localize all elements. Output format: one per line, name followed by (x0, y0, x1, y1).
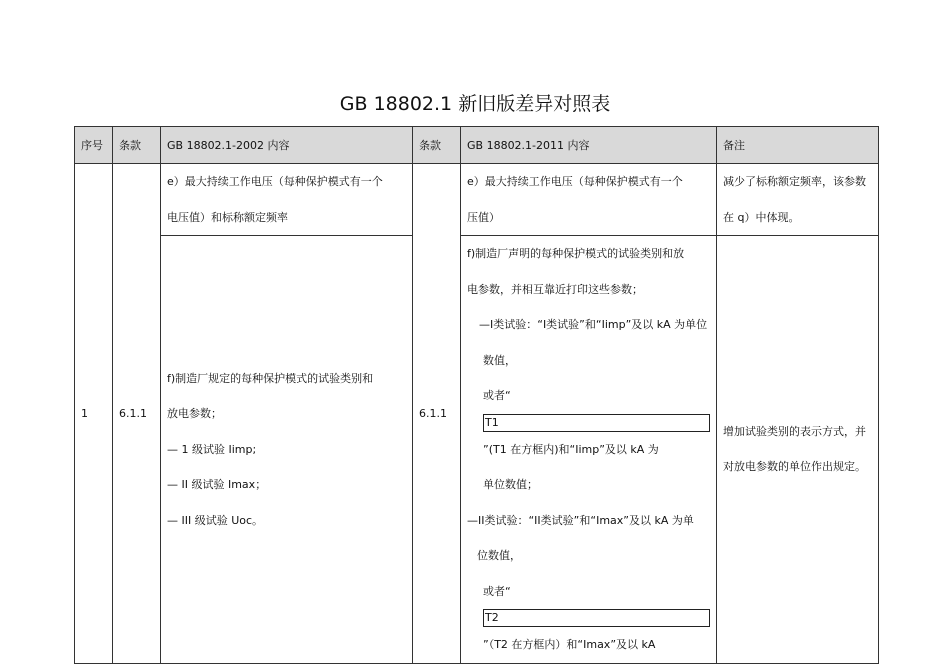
text-line: 减少了标称额定频率，该参数 (723, 175, 866, 188)
text-line: f)制造厂规定的每种保护模式的试验类别和 (167, 371, 374, 385)
text-line-with-box (467, 574, 710, 663)
text-fragment: 或者“ (483, 584, 511, 598)
cell-f-remark (717, 236, 879, 664)
document-title: GB 18802.1 新旧版差异对照表 (339, 93, 611, 115)
cell-e-remark (717, 164, 879, 236)
header-content-new: GB 18802.1-2011 内容 (461, 127, 717, 164)
text-line: 位数值， (477, 549, 521, 562)
t1-box: T1 (483, 414, 710, 432)
text-line: 对放电参数的单位作出规定。 (723, 460, 866, 474)
header-content-old: GB 18802.1-2002 内容 (161, 127, 413, 164)
text-line: 电压值）和标称额定频率 (167, 210, 288, 224)
text-line: 在 q）中体现。 (723, 210, 800, 224)
cell-clause-old: 6.1.1 (113, 164, 161, 664)
text-line: 增加试验类别的表示方式，并 (723, 424, 866, 438)
text-line: 压值） (467, 210, 500, 224)
cell-f-new (461, 236, 717, 664)
header-clause-old: 条款 (113, 127, 161, 164)
t2-box: T2 (483, 609, 710, 627)
text-fragment: 或者“ (483, 389, 511, 402)
table-header-row (75, 127, 879, 164)
text-fragment: ”（T2 在方框内）和“Imax”及以 kA (483, 638, 656, 651)
text-line: —II类试验：“II类试验”和“Imax”及以 kA 为单 (467, 513, 694, 527)
text-line: — III 级试验 Uoc。 (167, 513, 264, 527)
text-line: e）最大持续工作电压（每种保护模式有一个 (167, 175, 383, 188)
cell-seq: 1 (75, 164, 113, 664)
table-row (75, 164, 879, 236)
text-line: e）最大持续工作电压（每种保护模式有一个 (467, 175, 683, 188)
text-line: 数值， (483, 353, 516, 367)
text-fragment: ”(T1 在方框内)和“Iimp”及以 kA 为 (483, 442, 659, 456)
table-row (75, 236, 879, 664)
header-clause-new: 条款 (413, 127, 461, 164)
text-line: 放电参数； (167, 407, 222, 420)
header-seq: 序号 (75, 127, 113, 164)
comparison-table (74, 126, 879, 664)
text-line: — 1 级试验 Iimp; (167, 442, 257, 456)
text-line-with-box (467, 378, 710, 467)
text-line: 电参数，并相互靠近打印这些参数； (467, 282, 643, 296)
text-line: — II 级试验 Imax； (167, 478, 267, 491)
header-remark: 备注 (717, 127, 879, 164)
cell-e-new (461, 164, 717, 236)
cell-f-old (161, 236, 413, 664)
cell-clause-new: 6.1.1 (413, 164, 461, 664)
text-line: —I类试验：“I类试验”和“Iimp”及以 kA 为单位 (479, 318, 708, 331)
text-line: f)制造厂声明的每种保护模式的试验类别和放 (467, 247, 685, 260)
text-line: 单位数值； (483, 478, 538, 491)
cell-e-old (161, 164, 413, 236)
